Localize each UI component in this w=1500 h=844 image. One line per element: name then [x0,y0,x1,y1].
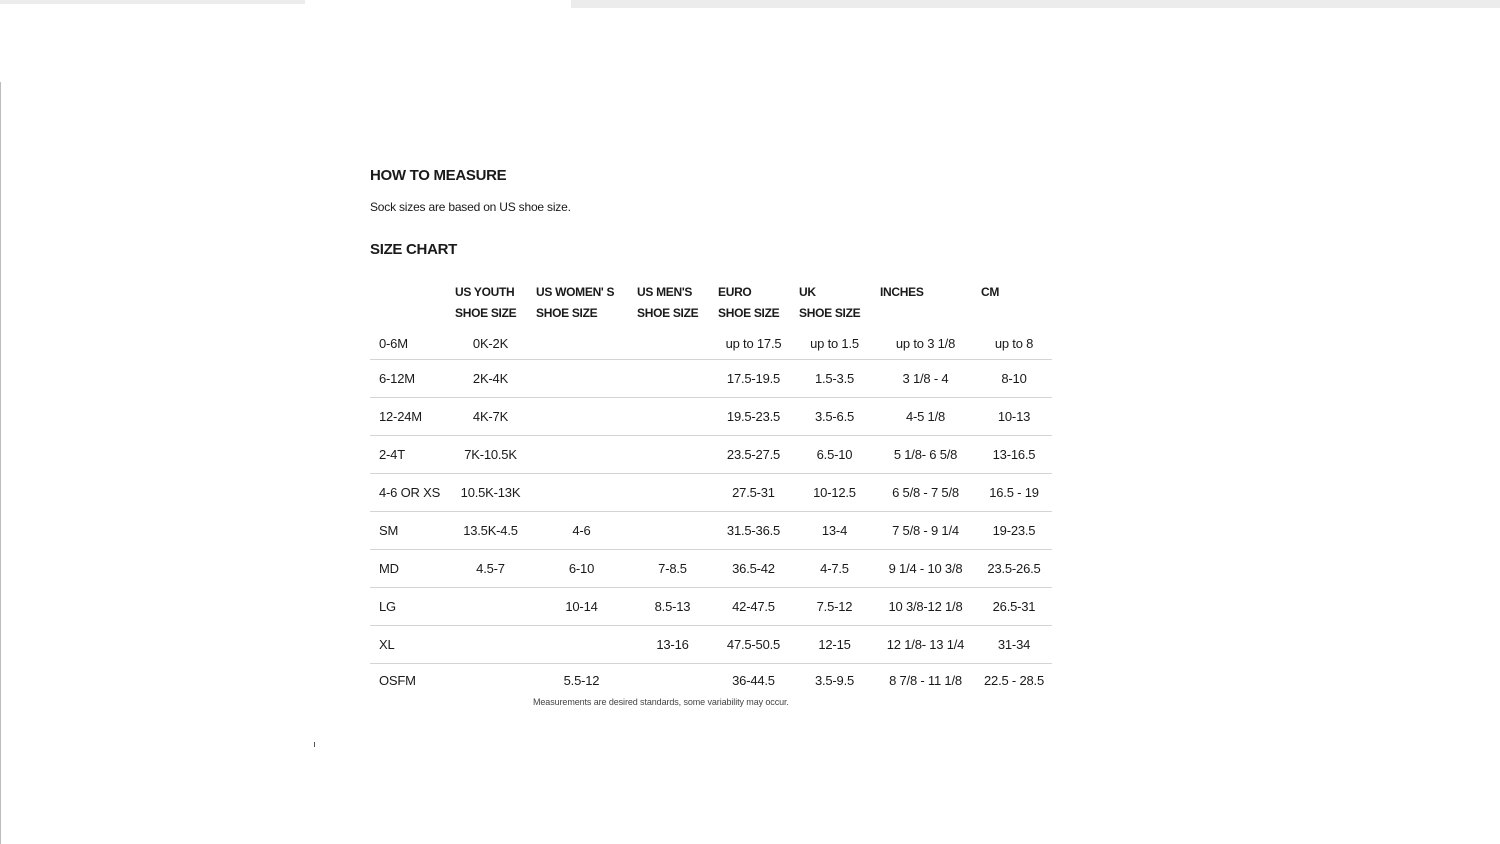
size-value-cell [531,626,632,664]
column-header-line: US MEN'S [637,285,693,299]
how-to-measure-intro: Sock sizes are based on US shoe size. [370,200,571,214]
size-label-cell: MD [370,550,450,588]
size-value-cell: 31-34 [976,626,1052,664]
size-chart-table [370,282,1052,697]
column-header [875,282,976,328]
size-value-cell: up to 3 1/8 [875,328,976,360]
size-value-cell: 4-7.5 [794,550,875,588]
size-value-cell [632,474,713,512]
table-row [370,360,1052,398]
column-header-line: SHOE SIZE [455,306,517,320]
size-value-cell: 3 1/8 - 4 [875,360,976,398]
size-value-cell: 8.5-13 [632,588,713,626]
column-header-line: US WOMEN' S [536,285,615,299]
size-value-cell: 16.5 - 19 [976,474,1052,512]
column-header-line: INCHES [880,285,924,299]
size-value-cell: 4.5-7 [450,550,531,588]
size-value-cell: 36-44.5 [732,673,775,688]
size-value-cell [450,588,531,626]
size-value-cell: 6-10 [531,550,632,588]
table-row [370,398,1052,436]
top-bar-left [0,0,305,4]
size-value-cell: 1.5-3.5 [794,360,875,398]
size-value-cell [632,398,713,436]
size-label-cell: LG [370,588,450,626]
size-value-cell: 4-6 [531,512,632,550]
size-value-cell: 8 7/8 - 11 1/8 [889,673,962,688]
size-value-cell [632,360,713,398]
size-value-cell: 13-16.5 [976,436,1052,474]
column-header [450,282,531,328]
stray-mark [314,742,315,747]
column-header-line: SHOE SIZE [718,306,780,320]
size-label-cell: 0-6M [370,328,450,360]
size-value-cell: 10.5K-13K [450,474,531,512]
column-header-line: SHOE SIZE [799,306,861,320]
size-value-cell: 7-8.5 [632,550,713,588]
column-header-line: EURO [718,285,752,299]
size-value-cell: up to 1.5 [794,328,875,360]
size-value-cell [531,328,632,360]
size-value-cell: 6 5/8 - 7 5/8 [875,474,976,512]
size-value-cell: 12-15 [794,626,875,664]
top-bar-right [571,0,1500,8]
size-value-cell: 36.5-42 [713,550,794,588]
size-value-cell: 2K-4K [450,360,531,398]
size-value-cell [531,436,632,474]
size-value-cell: 5 1/8- 6 5/8 [875,436,976,474]
size-value-cell [632,664,713,698]
size-value-cell: 19-23.5 [976,512,1052,550]
size-value-cell: 4-5 1/8 [875,398,976,436]
table-row [370,474,1052,512]
column-header [976,282,1052,328]
table-row [370,550,1052,588]
size-value-cell: 0K-2K [450,328,531,360]
size-value-cell: 19.5-23.5 [713,398,794,436]
size-value-cell: up to 17.5 [713,328,794,360]
size-value-cell: 7.5-12 [794,588,875,626]
size-value-cell [531,360,632,398]
size-value-cell: 47.5-50.5 [713,626,794,664]
size-label-cell: XL [370,626,450,664]
size-value-cell: 13-16 [632,626,713,664]
size-value-cell: 9 1/4 - 10 3/8 [875,550,976,588]
size-value-cell: 23.5-27.5 [713,436,794,474]
column-header-line: CM [981,285,1000,299]
size-value-cell: 3.5-6.5 [794,398,875,436]
column-header [713,282,794,328]
size-label-cell: OSFM [379,673,416,688]
left-edge-divider [0,82,1,844]
column-header [794,282,875,328]
size-label-cell: 2-4T [370,436,450,474]
table-body [370,328,1052,697]
size-value-cell: 12 1/8- 13 1/4 [875,626,976,664]
size-guide [370,166,1052,707]
size-value-cell [632,436,713,474]
size-value-cell: 7 5/8 - 9 1/4 [875,512,976,550]
size-value-cell: 5.5-12 [563,673,600,688]
size-value-cell [531,474,632,512]
size-label-cell: 12-24M [370,398,450,436]
size-value-cell: 8-10 [976,360,1052,398]
column-header-line: US YOUTH [455,285,515,299]
table-row [370,328,1052,360]
size-value-cell [450,664,531,698]
size-value-cell: up to 8 [976,328,1052,360]
size-value-cell: 7K-10.5K [450,436,531,474]
column-header [370,282,450,328]
size-value-cell [450,626,531,664]
size-label-cell: 6-12M [370,360,450,398]
size-value-cell [632,328,713,360]
table-row [370,436,1052,474]
table-row [370,588,1052,626]
size-value-cell: 10-13 [976,398,1052,436]
size-value-cell: 10 3/8-12 1/8 [875,588,976,626]
column-header-line: SHOE SIZE [637,306,699,320]
size-value-cell: 31.5-36.5 [713,512,794,550]
size-value-cell [531,398,632,436]
size-label-cell: SM [370,512,450,550]
size-value-cell: 22.5 - 28.5 [984,673,1044,688]
size-value-cell: 10-12.5 [794,474,875,512]
column-header-line: UK [799,285,816,299]
size-value-cell: 4K-7K [450,398,531,436]
column-header [632,282,713,328]
size-value-cell: 26.5-31 [976,588,1052,626]
size-chart-footnote: Measurements are desired standards, some variability may occur. [533,697,789,707]
column-header-line: SHOE SIZE [536,306,598,320]
size-value-cell: 13.5K-4.5 [450,512,531,550]
column-header [531,282,632,328]
how-to-measure-title: HOW TO MEASURE [370,167,507,184]
size-value-cell: 3.5-9.5 [814,673,855,688]
table-row [370,664,1052,698]
size-value-cell: 6.5-10 [794,436,875,474]
size-value-cell: 13-4 [794,512,875,550]
size-value-cell [632,512,713,550]
size-label-cell: 4-6 OR XS [370,474,450,512]
table-header-row [370,282,1052,328]
size-value-cell: 23.5-26.5 [976,550,1052,588]
size-value-cell: 10-14 [531,588,632,626]
size-chart-title: SIZE CHART [370,241,458,258]
size-value-cell: 42-47.5 [713,588,794,626]
size-value-cell: 17.5-19.5 [713,360,794,398]
table-row [370,626,1052,664]
table-row [370,512,1052,550]
size-value-cell: 27.5-31 [713,474,794,512]
